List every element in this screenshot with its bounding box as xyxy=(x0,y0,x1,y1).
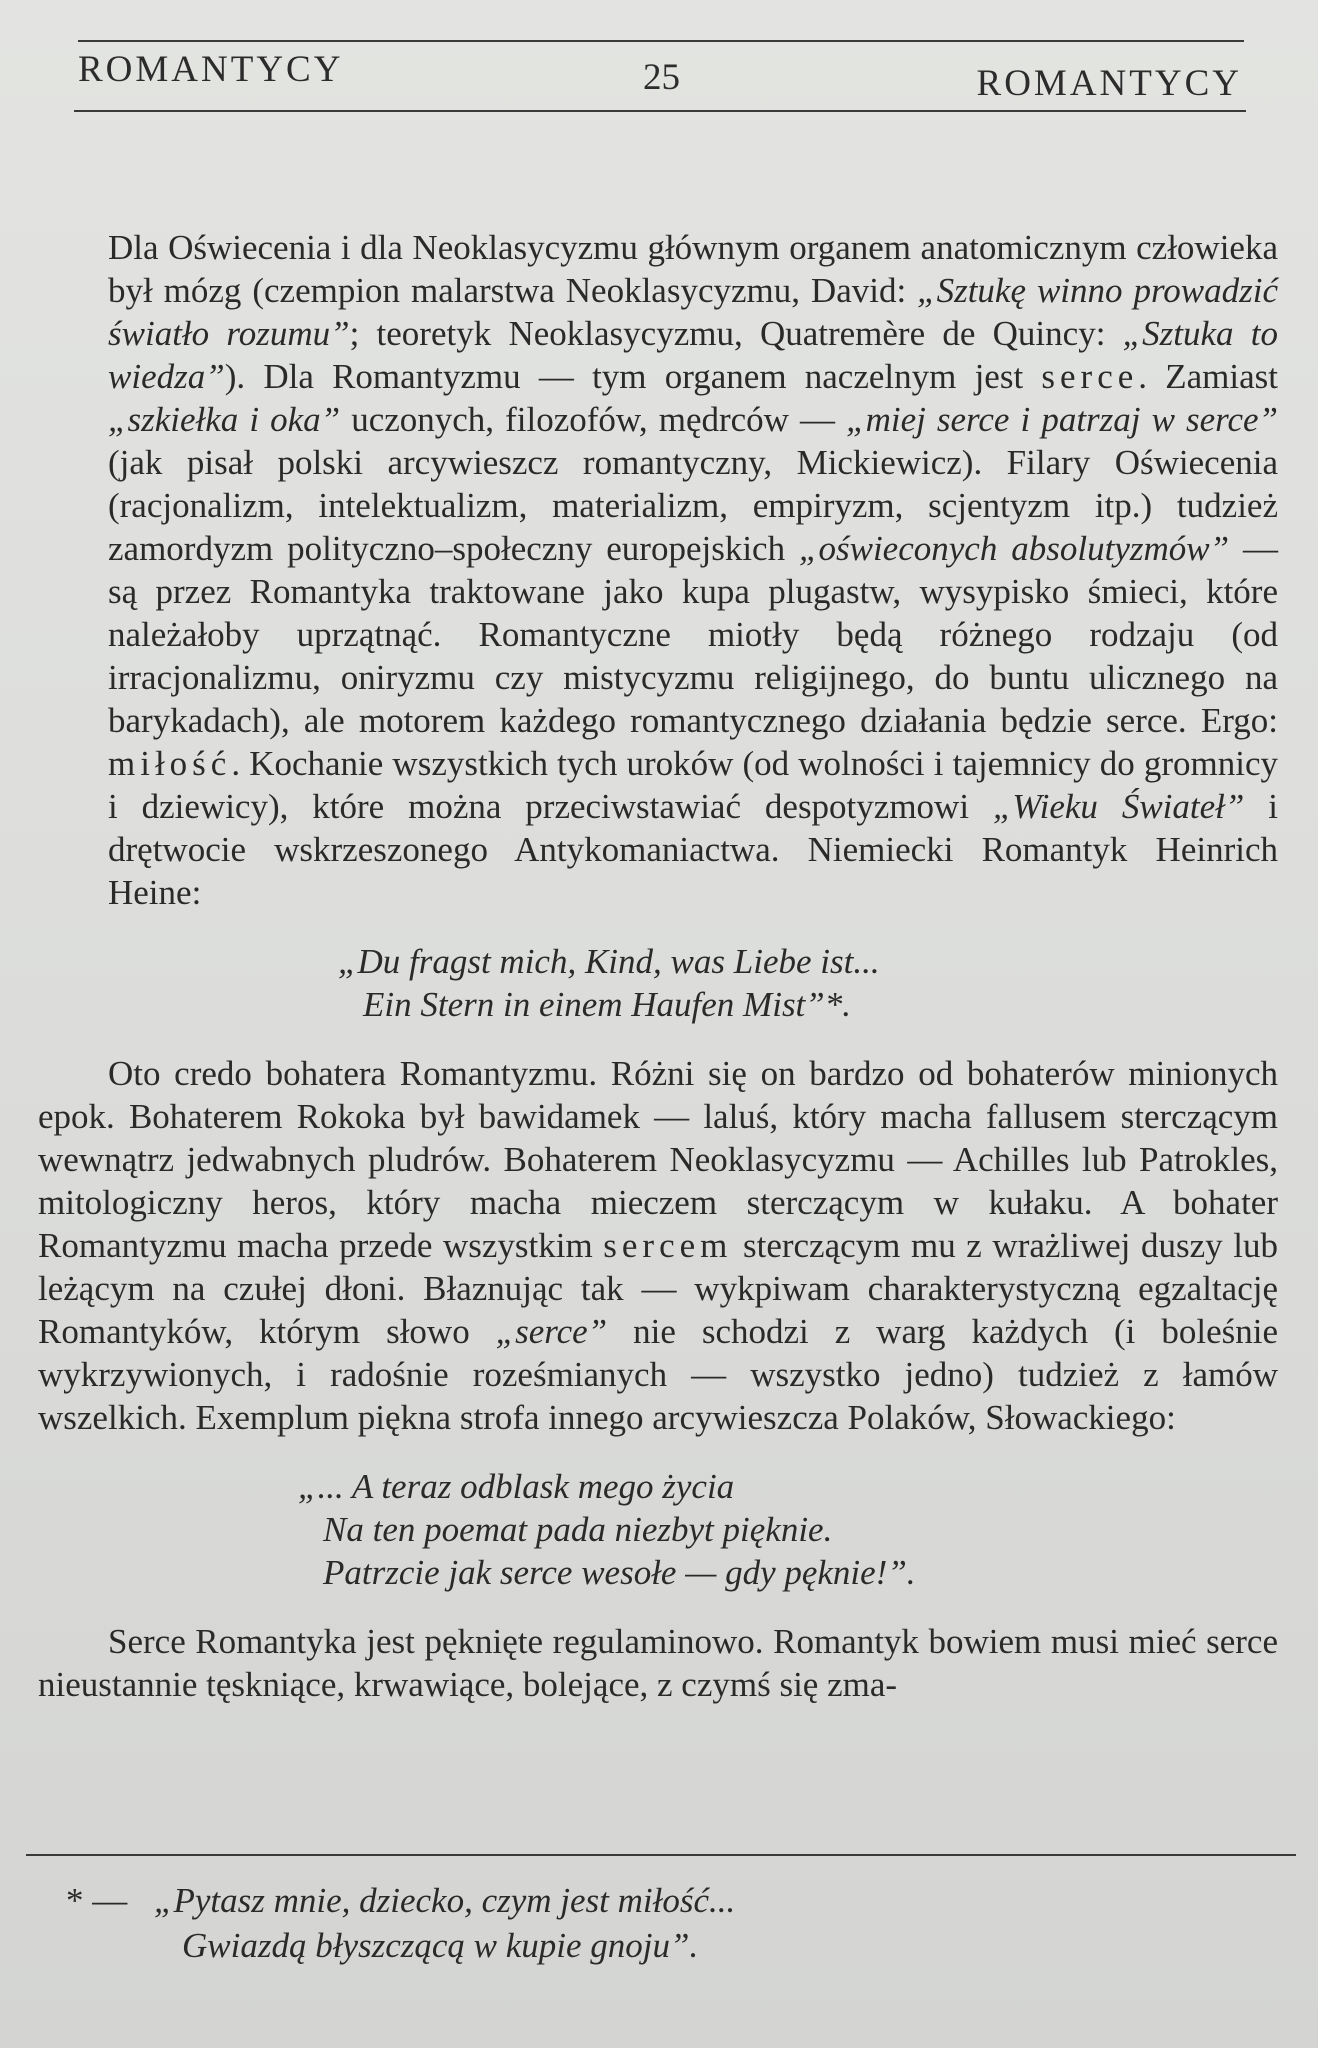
heine-quote xyxy=(38,940,1278,1026)
slowacki-quote xyxy=(38,1465,1278,1594)
running-head xyxy=(78,48,1242,104)
verse-line: Patrzcie jak serce wesołe — gdy pęknie!”. xyxy=(323,1553,916,1592)
verse-line: Na ten poemat pada niezbyt pięknie. xyxy=(323,1510,833,1549)
running-head-left: ROMANTYCY xyxy=(78,49,344,90)
header-top-rule xyxy=(78,40,1244,42)
footnote-line-2: Gwiazdą błyszczącą w kupie gnoju”. xyxy=(182,1926,699,1965)
header-bottom-rule xyxy=(74,110,1246,112)
running-head-right: ROMANTYCY xyxy=(976,63,1242,104)
body-text xyxy=(38,226,1278,1706)
verse-line: „Du fragst mich, Kind, was Liebe ist... xyxy=(338,942,880,981)
verse-line: Ein Stern in einem Haufen Mist”*. xyxy=(363,985,852,1024)
paragraph-2: Oto credo bohatera Romantyzmu. Różni się on bardzo od bohaterów minionych epok. Bohaterem Rokoka był bawidamek — laluś, który macha fallusem sterczącym wewnątrz jedwabnych pludrów. Bohaterem Neoklasycyzmu — Achilles lub Patrokles, mitologiczny heros, który macha mieczem sterczącym w kułaku. A bohater Romantyzmu macha przede wszystkim sercem sterczącym mu z wrażliwej duszy lub leżącym na czułej dłoni. Błaznując tak — wykpiwam charakterystyczną egzaltację Romantyków, którym słowo „serce” nie schodzi z warg każdych (i boleśnie wykrzywionych, i radośnie roześmianych — wszystko jedno) tudzież z łamów wszelkich. Exemplum piękna strofa innego arcywieszcza Polaków, Słowackiego: xyxy=(38,1054,1278,1437)
verse-line: „... A teraz odblask mego życia xyxy=(298,1467,735,1506)
footnote xyxy=(66,1878,735,1968)
paragraph-1: Dla Oświecenia i dla Neoklasycyzmu głównym organem anatomicznym człowieka był mózg (czempion malarstwa Neoklasycyzmu, David: „Sztukę winno prowadzić światło rozumu”; teoretyk Neoklasycyzmu, Quatremère de Quincy: „Sztuka to wiedza”). Dla Romantyzmu — tym organem naczelnym jest serce. Zamiast „szkiełka i oka” uczonych, filozofów, mędrców — „miej serce i patrzaj w serce” (jak pisał polski arcywieszcz romantyczny, Mickiewicz). Filary Oświecenia (racjonalizm, intelektualizm, materializm, empiryzm, scjentyzm itp.) tudzież zamordyzm polityczno–społeczny europejskich „oświeconych absolutyzmów” — są przez Romantyka traktowane jako kupa plugastw, wysypisko śmieci, które należałoby uprzątnąć. Romantyczne miotły będą różnego rodzaju (od irracjonalizmu, oniryzmu czy mistycyzmu religijnego, do buntu ulicznego na barykadach), ale motorem każdego romantycznego działania będzie serce. Ergo: miłość. Kochanie wszystkich tych uroków (od wolności i tajemnicy do gromnicy i dziewicy), które można przeciwstawiać despotyzmowi „Wieku Świateł” i drętwocie wskrzeszonego Antykomaniactwa. Niemiecki Romantyk Heinrich Heine: xyxy=(108,228,1279,912)
footnote-mark: * — xyxy=(66,1881,128,1920)
footnote-line-1: „Pytasz mnie, dziecko, czym jest miłość... xyxy=(154,1881,736,1920)
page-number: 25 xyxy=(643,57,680,98)
footnote-rule xyxy=(26,1854,1296,1856)
paragraph-3: Serce Romantyka jest pęknięte regulaminowo. Romantyk bowiem musi mieć serce nieustannie tęskniące, krwawiące, bolejące, z czymś się zma- xyxy=(38,1622,1278,1704)
